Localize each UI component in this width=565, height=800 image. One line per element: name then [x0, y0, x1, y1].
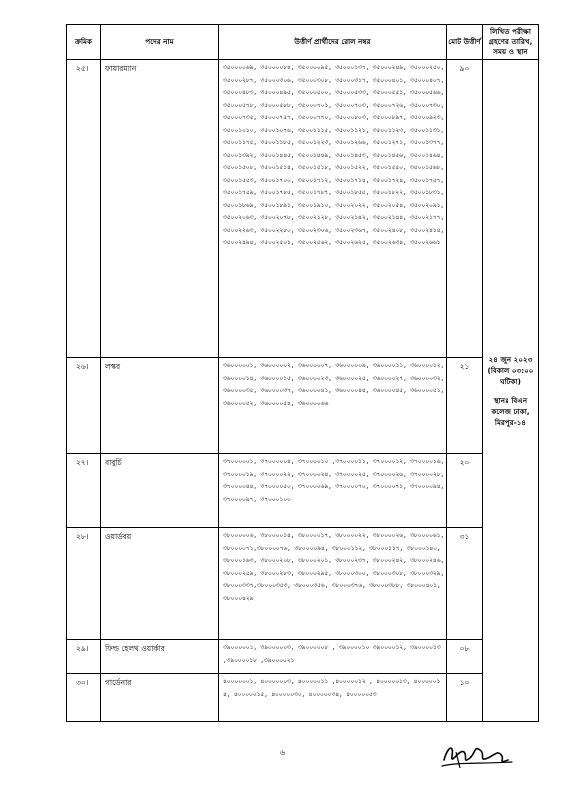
row-serial: ২৬।: [67, 358, 101, 454]
header-total: মোট উত্তীর্ণ: [447, 25, 483, 60]
row-total: ১০: [447, 674, 483, 722]
row-rolls: ৩৬০০০০০১, ৩৬০০০০০২, ৩৬০০০০০৭, ৩৬০০০০০৯, ৩৬০০০০১১, ৩৬০০০০১২, ৩৬০০০০১৪, ৩৬০০০০১৫, ৩৬০০০০২৩, ৩৬০০০০২৫, ৩৬০০০০২৭, ৩৬০০০০৩২, ৩৬০০০০৩৫, ৩৬০০০০৩৭, ৩৬০০০০৪১, ৩৬০০০০৪৪, ৩৬০০০০৪৫, ৩৬০০০০৫১, ৩৬০০০০৫২, ৩৬০০০০৫৪, ৩৬০০০০৬৬: [219, 358, 447, 454]
row-total: ৩১: [447, 528, 483, 640]
row-rolls: ৪০০০০০০১, ৪০০০০০০৩, ৪০০০০০১১ ,৪০০০০০১২ , ৪০০০০০১৩, ৪০০০০০১৪, ৪০০০০০১৫, ৪০০০০০৩০, ৪০০০০০৩৪, ৪০০০০০৫৩: [219, 674, 447, 722]
row-serial: ২৫।: [67, 60, 101, 358]
exam-info: [483, 60, 539, 722]
row-total: ৯০: [447, 60, 483, 358]
row-total: ২০: [447, 454, 483, 528]
row-serial: ২৭।: [67, 454, 101, 528]
results-table: [66, 24, 539, 722]
row-rolls: ৩৭০০০০০১, ৩৭০০০০০৪, ৩৭০০০০১০ ,৩৭০০০০১১, ৩৭০০০০১২, ৩৭০০০০১৬, ৩৭০০০০১৯, ৩৭০০০০২২, ৩৭০০০০২৪, ৩৭০০০০২৫, ৩৭০০০০২৬, ৩৭০০০০২৮, ৩৭০০০০৪৪, ৩৭০০০০৫০, ৩৭০০০০৬৯, ৩৭০০০০৭০, ৩৭০০০০৭১, ৩৭০০০০৯৪, ৩৭০০০০৯৭, ৩৭০০০১০০: [219, 454, 447, 528]
row-rolls: ৩৯০০০০০১, ৩৯০০০০০৩, ৩৯০০০০০৮ , ৩৯০০০০১০ ৩৯০০০০১২, ৩৯০০০০১৩ ,৩৯০০০০১৮ ,৩৯০০০০২১: [219, 640, 447, 674]
header-serial: ক্রমিক: [67, 25, 101, 60]
row-total: ২১: [447, 358, 483, 454]
row-rolls: ৩৫০০০০৬৯, ৩৫০০০০৮৪, ৩৫০০০০৯৫, ৩৫০০০১৩৭, ৩৫০০০২৪৯, ৩৫০০০২৫০, ৩৫০০০২৮৭, ৩৫০০০৩০৬, ৩৫০০০৩০৮, ৩৫০০০৩১৭, ৩৫০০০৪০১, ৩৫০০০৪০৭, ৩৫০০০৪৮৩, ৩৫০০০৪৯৫, ৩৫০০০৫০০, ৩৫০০০৫৩৩, ৩৫০০০৫৫১, ৩৫০০০৫৬৬, ৩৫০০০৫৭৮, ৩৫০০০৫৮৮, ৩৫০০০৭০১, ৩৫০০০৭০৩, ৩৫০০০৭২৬, ৩৫০০০৭৩০, ৩৫০০০৭৩৫, ৩৫০০০৭৫৭, ৩৫০০০৭৭০, ৩৫০০০৮০৩, ৩৫০০০৮৯৭, ৩৫০০০৯২৩, ৩৫০০১০১০, ৩৫০০১০৭৬, ৩৫০০১১১৫, ৩৫০০১১২১, ৩৫০০১১২৩, ৩৫০০১১৩১, ৩৫০০১১৭৫, ৩৫০০১১৮৫, ৩৫০০১২২৩, ৩৫০০১২৬৬, ৩৫০০১২৭১, ৩৫০০১৩৭৭, ৩৫০০১৩৯২, ৩৫০০১৪৪৫, ৩৫০০১৪৪৯, ৩৫০০১৪৫৩, ৩৫০০১৪৫৬, ৩৫০০১৪৬৪, ৩৫০০১৫০৮, ৩৫০০১৫১৪, ৩৫০০১৫১৮, ৩৫০০১৫২২, ৩৫০০১৫৫০, ৩৫০০১৫৬৮, ৩৫০০১৫৫৩, ৩৫০০১৭০০, ৩৫০০১৭১২, ৩৫০০১৭১৪, ৩৫০০১৭২৪, ৩৫০০১৭৫৭, ৩৫০০১৭৫৯, ৩৫০০১৭৮৫, ৩৫০০১৭৮৭, ৩৫০০১৮৫৫, ৩৫০০১৮২২, ৩৫০০১৮৩১, ৩৫০০১৮৬৯, ৩৫০০১৮৯১, ৩৫০০১৯১০, ৩৫০০২০২২, ৩৫০০২০৫৪, ৩৫০০২০৯১, ৩৫০০২০৬৩, ৩৫০০২০৭৮, ৩৫০০২১২৮, ৩৫০০২১৪২, ৩৫০০২১৪৪, ৩৫০০২১৭৭, ৩৫০০২২৬৩, ৩৫০০২২৮০, ৩৫০০২৩০৬, ৩৫০০২৩৬৭, ৩৫০০২৪০৮, ৩৫০০২৪১৪, ৩৫০০২৪৯৪, ৩৫০০২৫০১, ৩৫০০২৫৬২, ৩৫০০২৬২৫, ৩৫০০২৬৩৪, ৩৫০০২৬৬১: [219, 60, 447, 358]
table-row: [67, 358, 539, 454]
row-post: ফায়ারম্যান: [101, 60, 219, 358]
row-serial: ৩০।: [67, 674, 101, 722]
row-post: লস্কর: [101, 358, 219, 454]
table-row: [67, 640, 539, 674]
row-post: ফিল্ড হেলথ ওয়ার্কার: [101, 640, 219, 674]
row-post: গার্ডেনার: [101, 674, 219, 722]
table-row: [67, 674, 539, 722]
row-post: ওয়ার্ডবয়: [101, 528, 219, 640]
header-rolls: উত্তীর্ণ প্রার্থীদের রোল নম্বর: [219, 25, 447, 60]
table-row: [67, 528, 539, 640]
row-serial: ২৯।: [67, 640, 101, 674]
header-post: পদের নাম: [101, 25, 219, 60]
page-number: ৬: [279, 748, 286, 757]
row-rolls: ৩৮০০০০০৬, ৩৮০০০০১৪, ৩৮০০০০১৭, ৩৮০০০০২২, ৩৮০০০০২৬, ৩৮০০০০৬১, ৩৮০০০০৭১,৩৮০০০০৭৬, ৩৮০০০০৯৪, ৩৮০০০১১২, ৩৮০০০১১৭, ৩৮০০০১৪০, ৩৮০০০১৬৩, ৩৮০০০২০৮, ৩৮০০০২০১, ৩৮০০০২৩৭, ৩৮০০০২৪২, ৩৮০০০২৪৬, ৩৮০০০২৫৯, ৩৮০০০২৮৩, ৩৮০০০২৯৫, ৩৮০০০৩০০, ৩৮০০০৩০৮, ৩৮০০০৩২৯, ৩৮০০০৩৩৭,৩৮০০০৩৫৩, ৩৮০০০৩৫৬, ৩৮০০০৩৭৬, ৩৮০০০৩৮৮, ৩৮০০০৪০১, ৩৮০০০৪২৯: [219, 528, 447, 640]
exam-time: (বিকাল ০৩:০০ ঘটিকা): [487, 365, 534, 386]
row-post: বাবুর্চি: [101, 454, 219, 528]
header-row: [67, 25, 539, 60]
row-serial: ২৮।: [67, 528, 101, 640]
table-row: [67, 60, 539, 358]
exam-date: ২৪ জুন ২০২৩: [488, 354, 533, 364]
exam-venue: স্থানঃ বিএন কলেজ ঢাকা, মিরপুর-১৪: [491, 395, 530, 427]
row-total: ০৮: [447, 640, 483, 674]
header-exam: লিখিত পরীক্ষা গ্রহণের তারিখ, সময় ও স্থান: [483, 25, 539, 60]
table-row: [67, 454, 539, 528]
signature: [438, 738, 518, 772]
